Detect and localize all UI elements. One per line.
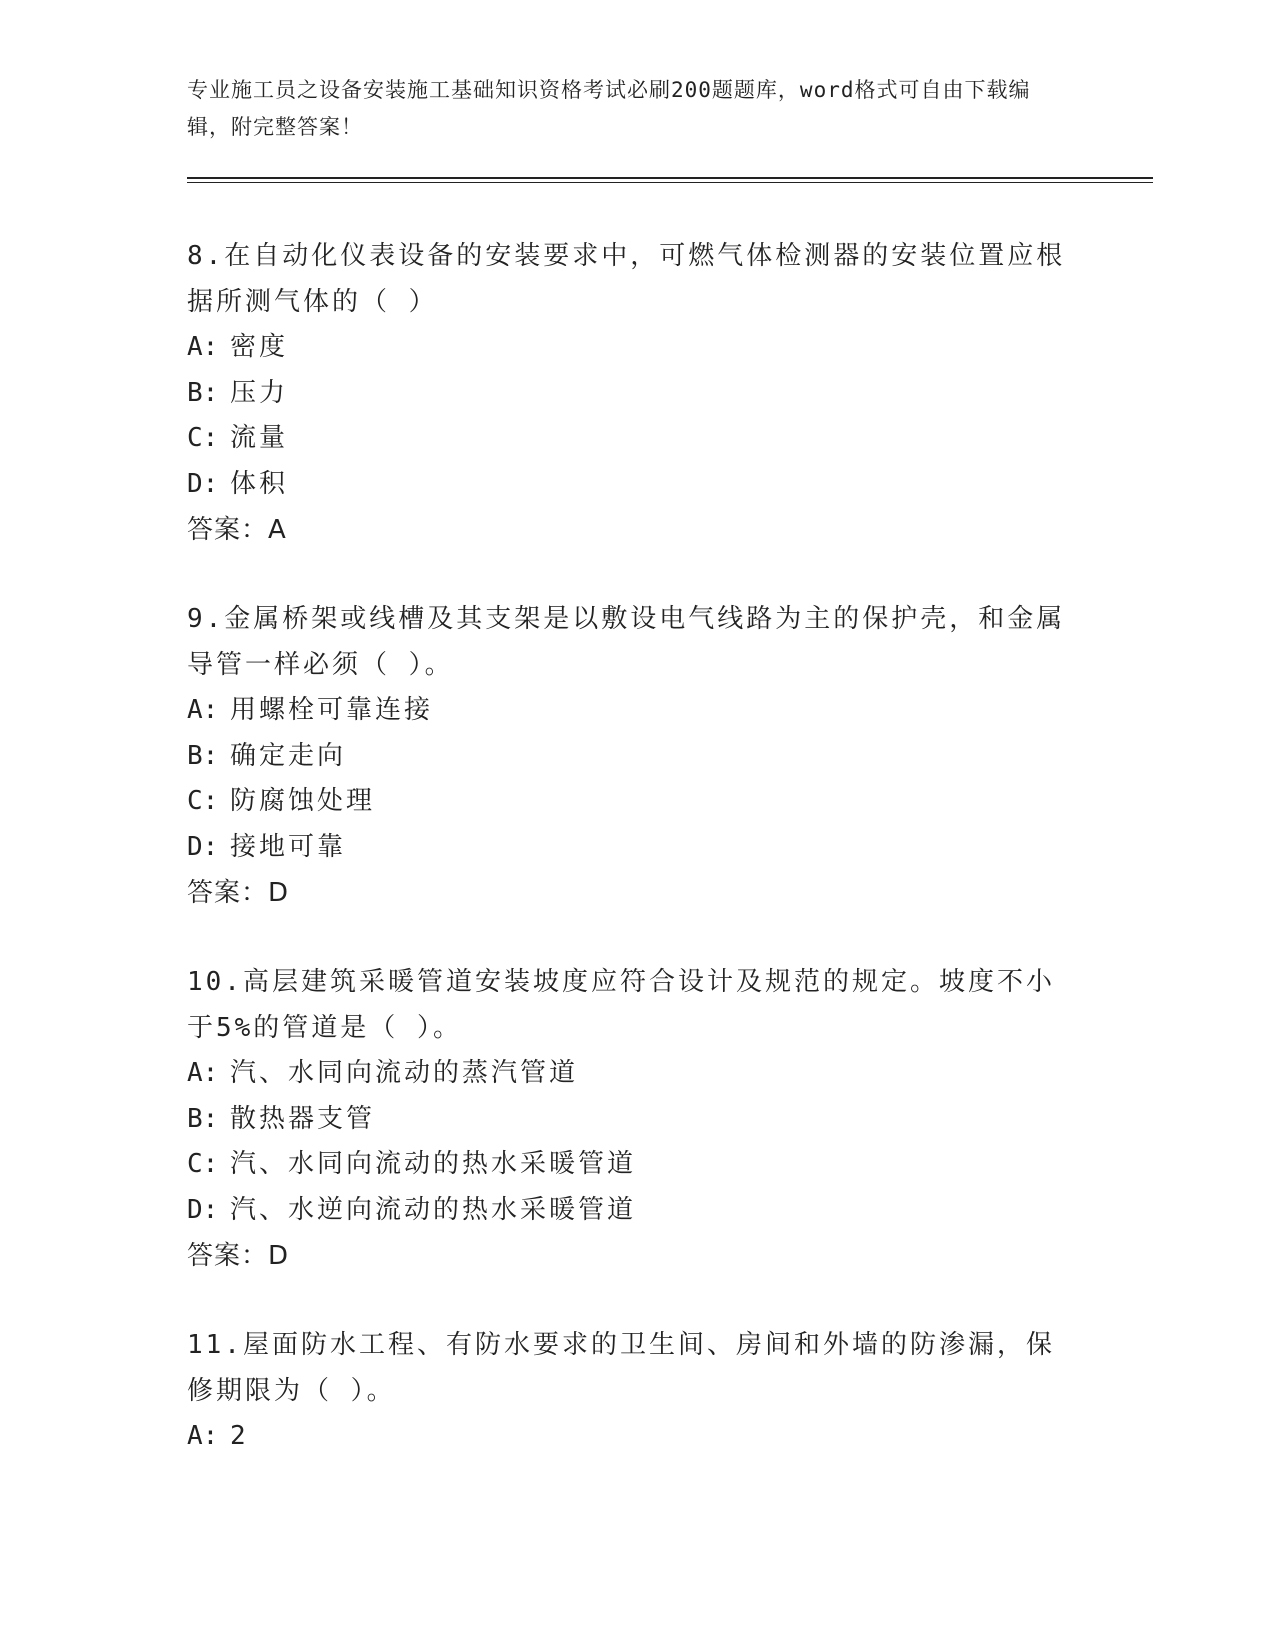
- option-text: 密度: [230, 332, 289, 362]
- option-text: 2: [230, 1421, 249, 1451]
- option-a: [187, 1051, 1077, 1097]
- answer: 答案：A: [187, 515, 287, 545]
- question-9: [187, 596, 1077, 916]
- answer: 答案：D: [187, 1241, 290, 1271]
- option-letter: C:: [187, 786, 219, 816]
- option-c: [187, 1142, 1077, 1188]
- question-8: [187, 233, 1077, 553]
- question-text: 9.金属桥架或线槽及其支架是以敷设电气线路为主的保护壳，和金属导管一样必须（ ）。: [187, 604, 1066, 680]
- option-letter: D:: [187, 831, 219, 862]
- option-text: 用螺栓可靠连接: [230, 695, 434, 725]
- option-letter: D:: [187, 468, 219, 499]
- option-c: [187, 416, 1077, 462]
- option-letter: C:: [187, 423, 219, 453]
- option-b: [187, 734, 1077, 780]
- answer: 答案：D: [187, 878, 290, 908]
- header-text: 专业施工员之设备安装施工基础知识资格考试必刷200题题库，word格式可自由下载编辑，附完整答案！: [187, 78, 1031, 139]
- question-text: 8.在自动化仪表设备的安装要求中，可燃气体检测器的安装位置应根据所测气体的（ ）: [187, 241, 1066, 317]
- option-text: 接地可靠: [230, 831, 347, 862]
- document-header: [187, 72, 1067, 146]
- option-b: [187, 1097, 1077, 1143]
- option-a: [187, 1414, 1077, 1460]
- option-text: 体积: [230, 468, 289, 499]
- question-10: [187, 959, 1077, 1279]
- option-letter: B:: [187, 740, 219, 771]
- option-letter: B:: [187, 1103, 219, 1134]
- option-letter: C:: [187, 1149, 219, 1179]
- option-b: [187, 371, 1077, 417]
- option-text: 压力: [230, 377, 289, 408]
- header-divider: [187, 177, 1153, 179]
- option-c: [187, 779, 1077, 825]
- question-text: 10.高层建筑采暖管道安装坡度应符合设计及规范的规定。坡度不小于5%的管道是（ ）。: [187, 967, 1055, 1043]
- option-letter: A:: [187, 695, 219, 725]
- option-letter: B:: [187, 377, 219, 408]
- question-text: 11.屋面防水工程、有防水要求的卫生间、房间和外墙的防渗漏，保修期限为（ ）。: [187, 1330, 1055, 1406]
- option-letter: A:: [187, 1421, 219, 1451]
- option-letter: D:: [187, 1194, 219, 1225]
- option-text: 汽、水逆向流动的热水采暖管道: [230, 1194, 637, 1225]
- option-a: [187, 325, 1077, 371]
- option-a: [187, 688, 1077, 734]
- option-letter: A:: [187, 332, 219, 362]
- option-letter: A:: [187, 1058, 219, 1088]
- option-text: 汽、水同向流动的热水采暖管道: [230, 1149, 637, 1179]
- option-d: [187, 462, 1077, 508]
- option-text: 流量: [230, 423, 289, 453]
- question-11: [187, 1322, 1077, 1460]
- header-divider-thin: [187, 182, 1153, 183]
- option-text: 确定走向: [230, 740, 347, 771]
- option-d: [187, 825, 1077, 871]
- option-text: 防腐蚀处理: [230, 786, 376, 816]
- option-text: 散热器支管: [230, 1103, 376, 1134]
- option-d: [187, 1188, 1077, 1234]
- option-text: 汽、水同向流动的蒸汽管道: [230, 1058, 579, 1088]
